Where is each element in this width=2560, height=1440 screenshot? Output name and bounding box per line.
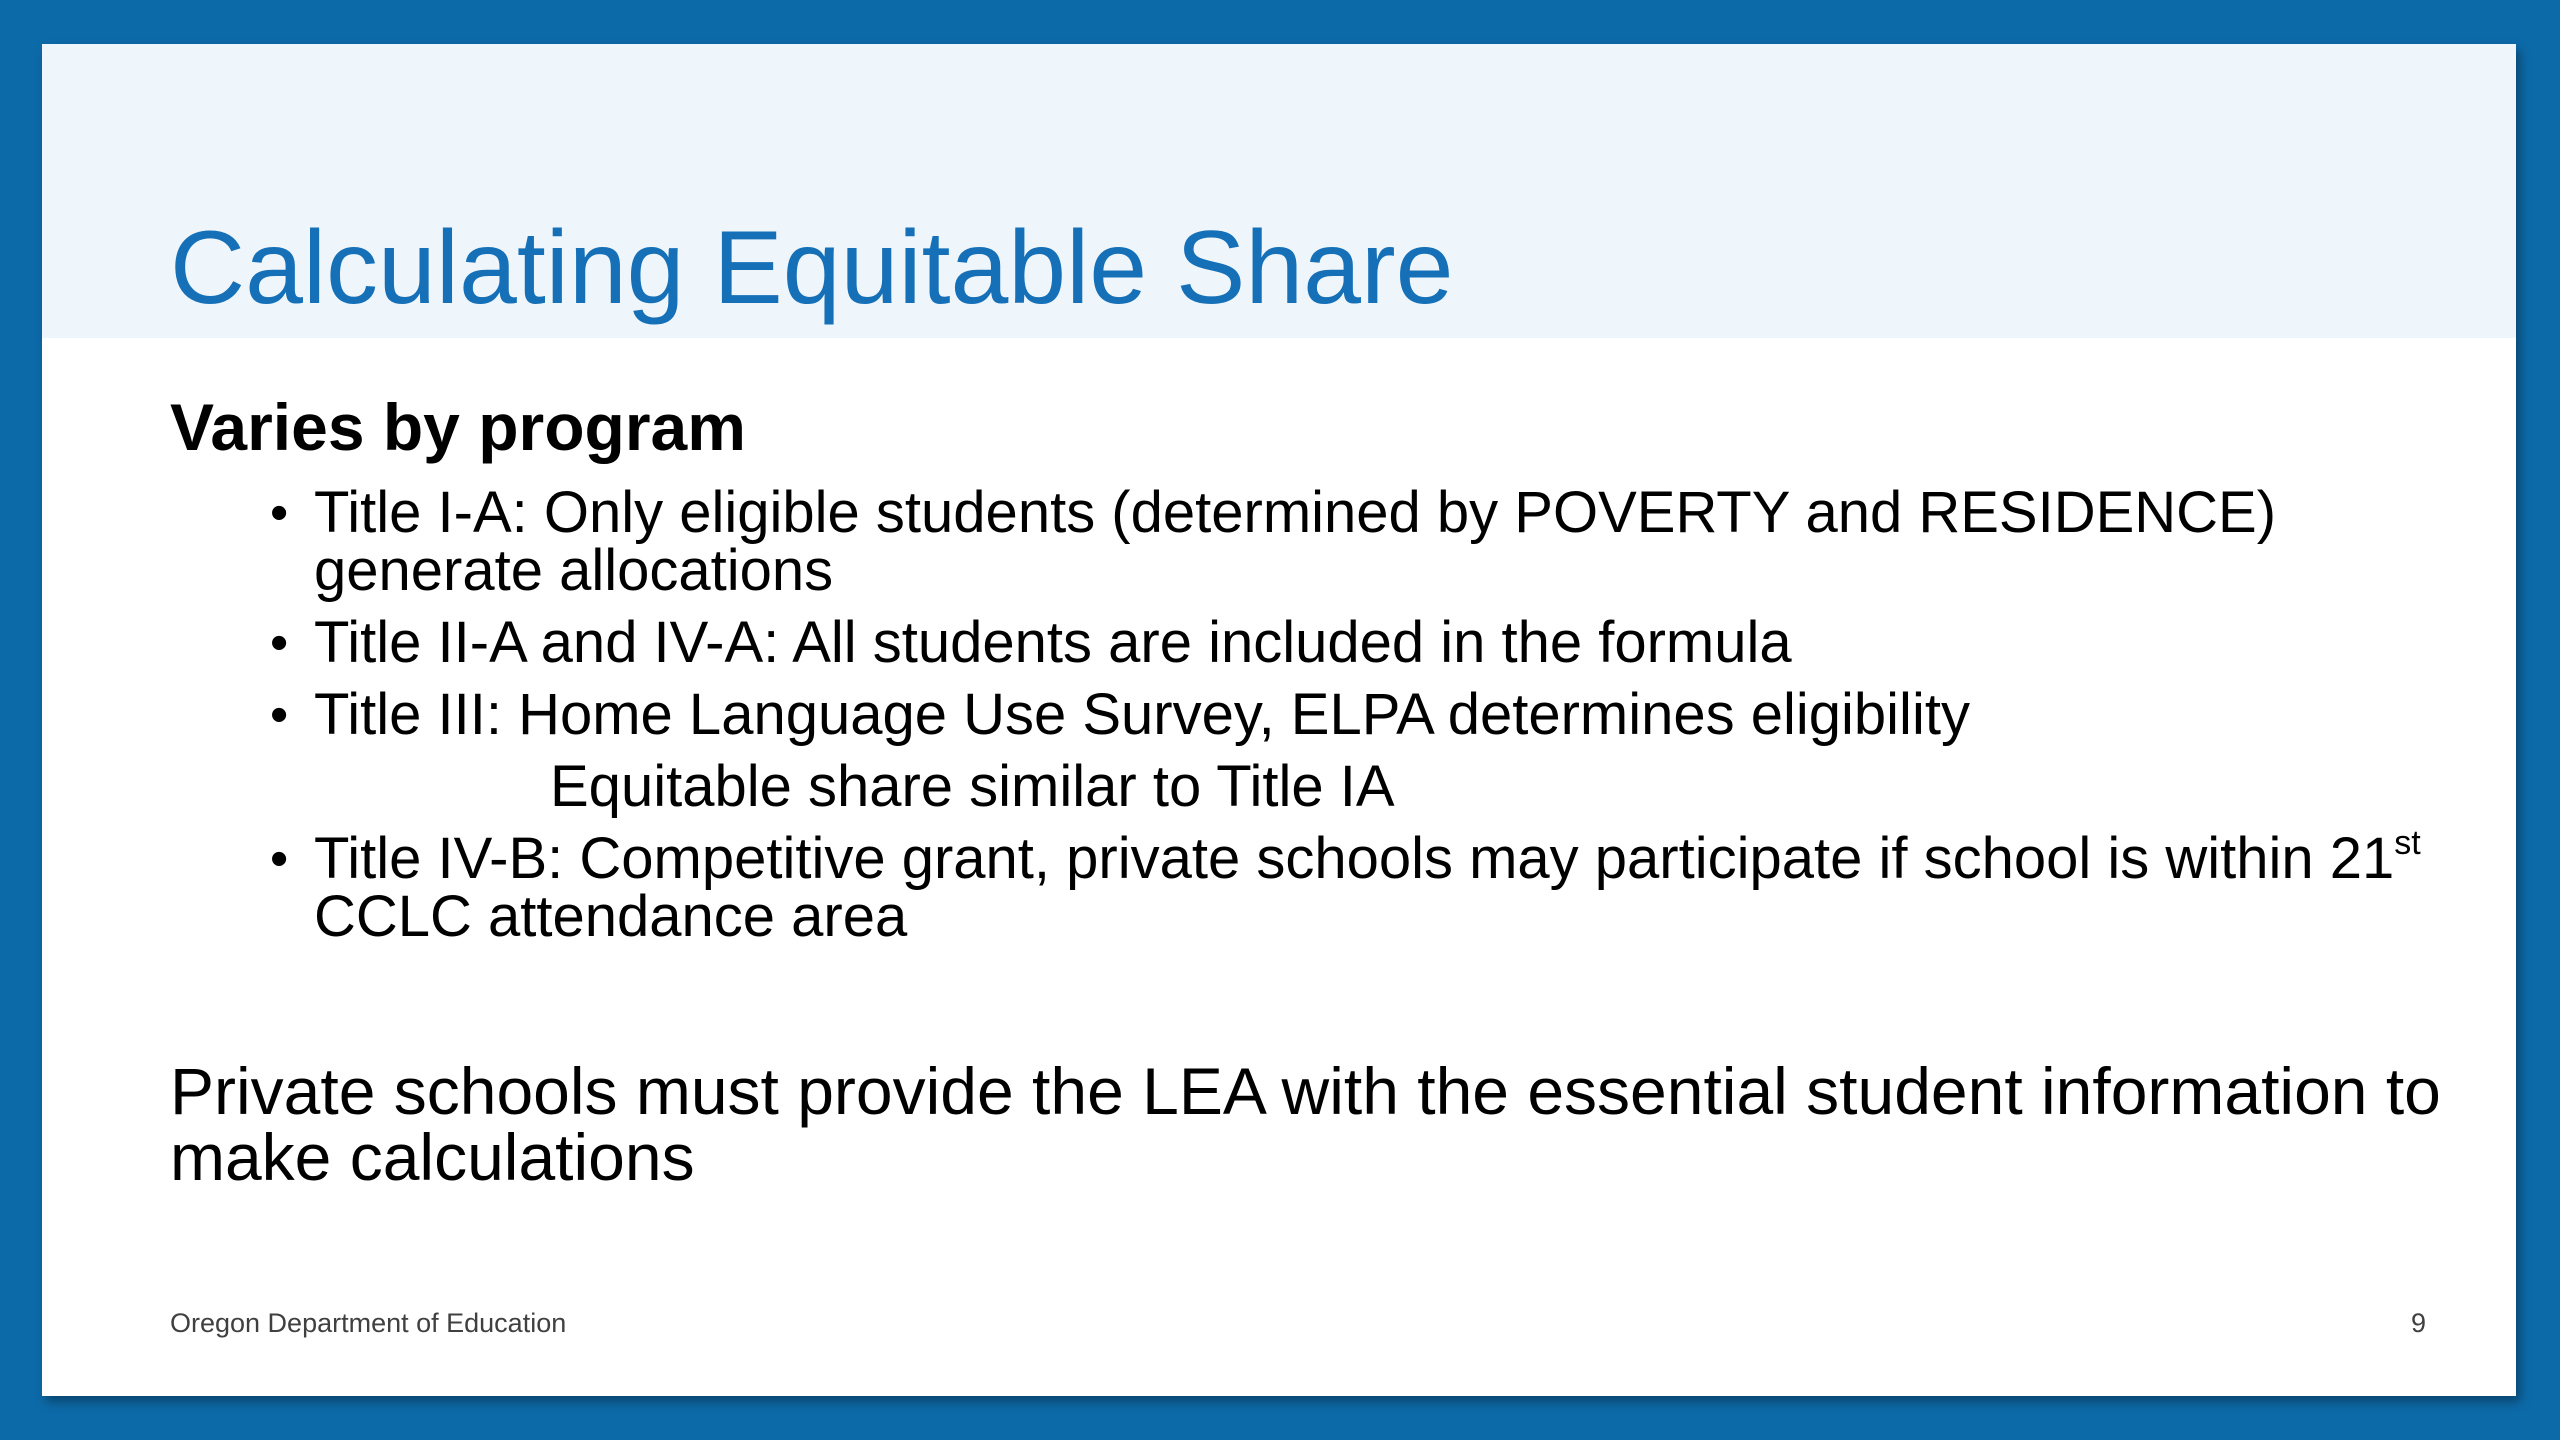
bullet-item [270, 682, 2460, 819]
bullet-text-part: Title IV-B: Competitive grant, private schools may participate if school is within 21 [314, 826, 2395, 891]
bullet-icon: • [270, 484, 289, 542]
bullet-text: Title I-A: Only eligible students (determined by POVERTY and RESIDENCE) generate allocations [314, 480, 2277, 603]
ordinal-superscript: st [2394, 824, 2421, 862]
bullet-item [270, 824, 2460, 949]
bullet-item [270, 610, 2460, 675]
bullet-icon: • [270, 830, 289, 888]
bullet-list [170, 480, 2460, 949]
slide [42, 44, 2516, 1396]
closing-statement: Private schools must provide the LEA with the essential student information to make calculations [170, 1054, 2441, 1194]
bullet-continuation: Equitable share similar to Title IA [550, 754, 1395, 819]
slide-title: Calculating Equitable Share [170, 210, 1454, 326]
footer-organization: Oregon Department of Education [170, 1308, 567, 1338]
bullet-item [270, 480, 2460, 603]
bullet-text-part: CCLC attendance area [314, 884, 908, 949]
bullet-icon: • [270, 614, 289, 672]
slide-content [170, 384, 2460, 1194]
bullet-icon: • [270, 686, 289, 744]
bullet-text [314, 824, 2460, 949]
bullet-text: Title III: Home Language Use Survey, ELPA determines eligibility [314, 682, 1970, 747]
page-number: 9 [2410, 1308, 2426, 1338]
bullet-text: Title II-A and IV-A: All students are included in the formula [314, 610, 1792, 675]
section-heading: Varies by program [170, 390, 746, 464]
